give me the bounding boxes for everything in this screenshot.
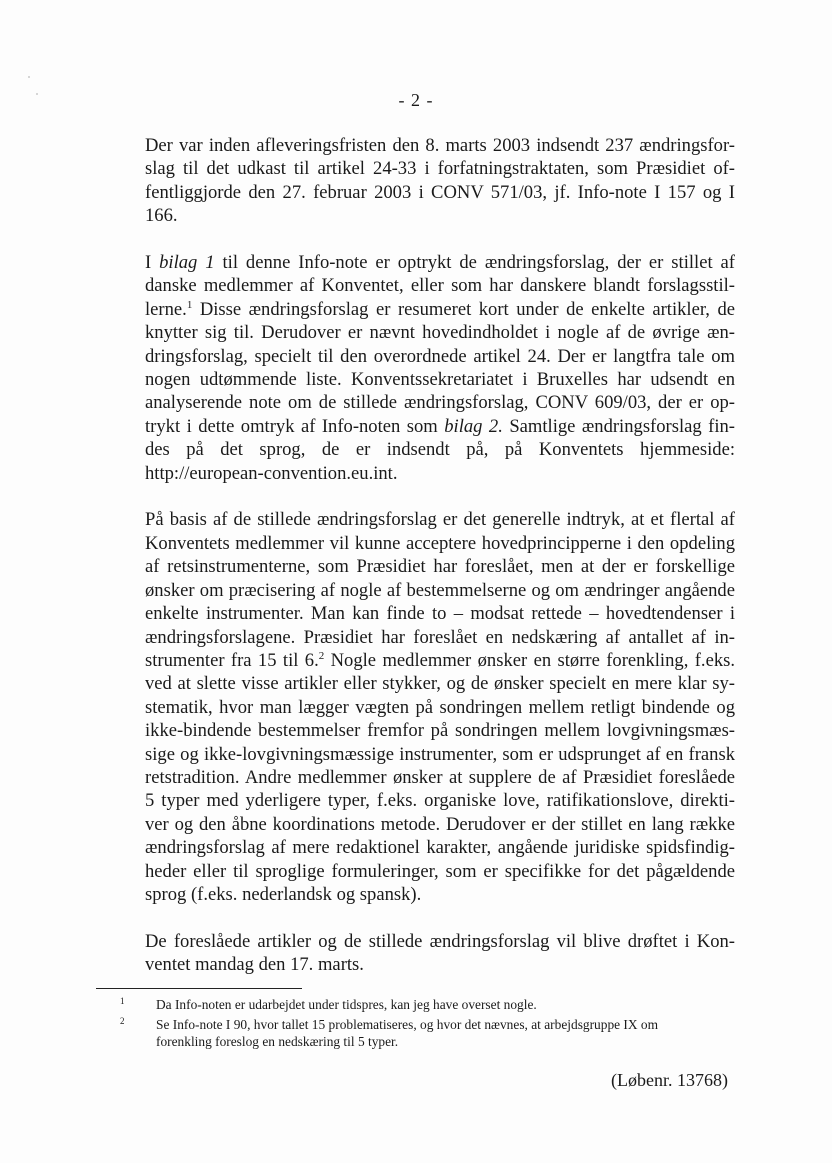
text-line: analyserende note om de stillede ændringsforslag, CONV 609/03, der er op- — [145, 392, 735, 414]
page-number: - 2 - — [398, 90, 434, 110]
text-line: sprog (f.eks. nederlandsk og spansk). — [145, 883, 422, 905]
text-line: ikke-bindende bestemmelser fremfor på sondringen mellem lovgivningsmæs- — [145, 720, 735, 742]
footnote-text: Se Info-note I 90, hvor tallet 15 problematiseres, og hvor det nævnes, at arbejdsgruppe IX om — [156, 1017, 659, 1032]
footnote-reference: 2 — [318, 649, 325, 662]
text-line: trykt i dette omtryk af Info-noten som bilag 2. Samtlige ændringsforslag fin- — [145, 415, 735, 437]
text-line: lerne.$^1$ Disse ændringsforslag er resumeret kort under de enkelte artikler, de — [145, 298, 735, 320]
italic-reference: bilag 1 — [159, 252, 215, 274]
italic-reference: bilag 2. — [444, 415, 503, 437]
paragraph — [145, 134, 735, 228]
text-line: nogen udtømmende liste. Konventssekretariatet i Bruxelles har udsendt en — [145, 369, 735, 391]
serial-number: (Løbenr. 13768) — [611, 1070, 728, 1090]
text-line: stematik, hvor man lægger vægten på sondringen mellem retligt bindende og — [145, 696, 735, 718]
text-line: sige og ikke-lovgivningsmæssige instrumenter, som er udsprunget af en fransk — [145, 743, 735, 765]
text-line: danske medlemmer af Konventet, eller som har danskere blandt forslagsstil- — [145, 275, 735, 297]
footnote-text: Da Info-noten er udarbejdet under tidspres, kan jeg have overset nogle. — [156, 997, 537, 1012]
text-line: fentliggjorde den 27. februar 2003 i CONV 571/03, jf. Info-note I 157 og I — [145, 181, 735, 203]
footnote-divider — [96, 988, 302, 989]
text-line: strumenter fra 15 til 6.$^2$ Nogle medlemmer ønsker en større forenkling, f.eks. — [145, 649, 735, 671]
footnote-text: forenkling foreslog en nedskæring til 5 typer. — [156, 1034, 399, 1049]
footnotes — [120, 996, 740, 1053]
text-line: ønsker om præcisering af nogle af bestemmelserne og om ændringer angående — [145, 579, 735, 601]
text-line: af retsinstrumenterne, som Præsidiet har foreslået, men at der er forskellige — [145, 556, 735, 578]
scan-artifact — [36, 93, 38, 95]
footnote-number: 2 — [120, 1016, 125, 1026]
text-line: heder eller til sproglige formuleringer, som er specifikke for det pågældende — [145, 860, 735, 882]
text-line: Der var inden afleveringsfristen den 8. marts 2003 indsendt 237 ændringsfor- — [145, 135, 735, 156]
text-line: ændringsforslag af mere redaktionel karakter, angående juridiske spidsfindig- — [145, 837, 735, 859]
paragraph — [145, 930, 735, 977]
body-text — [145, 134, 735, 1000]
text-line: På basis af de stillede ændringsforslag er det generelle indtryk, at et flertal af — [145, 509, 735, 531]
text-line: enkelte instrumenter. Man kan finde to – modsat rettede – hovedtendenser i — [145, 603, 735, 625]
text-line: ventet mandag den 17. marts. — [145, 954, 364, 976]
text-line: http://european-convention.eu.int. — [145, 462, 398, 484]
footnote — [120, 996, 740, 1013]
text-line: knytter sig til. Derudover er nævnt hovedindholdet i nogle af de øvrige æn- — [145, 322, 735, 344]
text-line: De foreslåede artikler og de stillede ændringsforslag vil blive drøftet i Kon- — [145, 930, 735, 952]
text-line: ændringsforslagene. Præsidiet har foreslået en nedskæring af antallet af in- — [145, 626, 735, 648]
scan-artifact — [28, 76, 30, 78]
text-line: dringsforslag, specielt til den overordnede artikel 24. Der er langtfra tale om — [145, 345, 735, 367]
text-line: Konventets medlemmer vil kunne acceptere hovedprincipperne i den opdeling — [145, 532, 735, 554]
paragraph — [145, 508, 735, 906]
text-line: slag til det udkast til artikel 24-33 i forfatningstraktaten, som Præsidiet of- — [145, 158, 735, 180]
footnote — [120, 1016, 740, 1050]
text-line: ved at slette visse artikler eller stykker, og de ønsker specielt en mere klar sy- — [145, 673, 735, 695]
text-line: retstradition. Andre medlemmer ønsker at supplere de af Præsidiet foreslåede — [145, 766, 735, 788]
text-line: des på det sprog, de er indsendt på, på Konventets hjemmeside: — [145, 439, 735, 461]
footnote-reference: 1 — [186, 298, 193, 311]
text-line: 5 typer med yderligere typer, f.eks. organiske love, ratifikationslove, direkti- — [145, 790, 735, 812]
text-line: ver og den åbne koordinations metode. Derudover er der stillet en lang række — [145, 813, 735, 835]
text-line: 166. — [145, 205, 178, 227]
footnote-number: 1 — [120, 996, 125, 1006]
paragraph — [145, 251, 735, 485]
text-line: I bilag 1 til denne Info-note er optrykt de ændringsforslag, der er stillet af — [145, 252, 735, 274]
